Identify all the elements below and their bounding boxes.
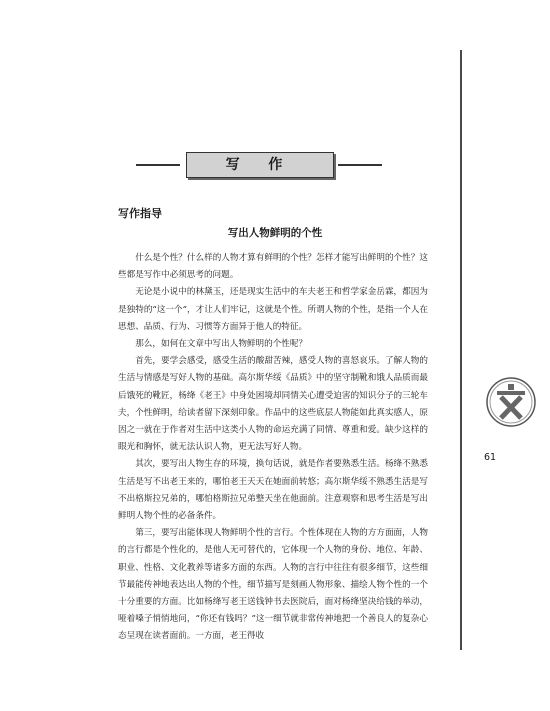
page-number: 61 [484, 452, 497, 463]
chapter-title: 写 作 [186, 152, 334, 178]
banner-rule-right [338, 164, 382, 166]
paragraph: 首先，要学会感受，感受生活的酸甜苦辣，感受人物的喜怒哀乐。了解人物的生活与情感是写好人物的基础。高尔斯华绥《品质》中的坚守制靴和饿人品质而最后饿死的靴匠，杨绛《老王》中身处困境却同情关心遭受迫害的知识分子的三轮车夫，个性鲜明，给读者留下深刻印象。作品中的这些底层人物能如此真实感人，原因之一就在于作者对生活中这类小人物的命运充满了同情、尊重和爱。缺少这样的眼光和胸怀，就无法认识人物，更无法写好人物。 [118, 356, 428, 453]
paragraph: 什么是个性？什么样的人物才算有鲜明的个性？怎样才能写出鲜明的个性？这些都是写作中必须思考的问题。 [118, 253, 428, 281]
body-text [118, 250, 428, 646]
paragraph: 无论是小说中的林黛玉，还是现实生活中的车夫老王和哲学家金岳霖，都因为是独特的“这一个”，才让人们牢记，这就是个性。所谓人物的个性，是指一个人在思想、品质、行为、习惯等方面异于他人的特征。 [118, 287, 428, 332]
banner-rule-left [136, 164, 180, 166]
section-label: 写作指导 [118, 207, 162, 220]
paragraph: 那么，如何在文章中写出人物鲜明的个性呢？ [135, 339, 308, 350]
paragraph: 其次，要写出人物生存的环境，换句话说，就是作者要熟悉生活。杨绛不熟悉生活是写不出老王来的，哪怕老王天天在她面前转悠；高尔斯华绥不熟悉生活是写不出格斯拉兄弟的，哪怕格斯拉兄弟整天坐在他面前。注意观察和思考生活是写出鲜明人物个性的必备条件。 [118, 459, 428, 522]
wen-character-emblem-icon [485, 376, 537, 428]
margin-rule [460, 50, 462, 650]
article-title: 写出人物鲜明的个性 [227, 227, 323, 239]
paragraph: 第三，要写出能体现人物鲜明个性的言行。个性体现在人物的方方面面，人物的言行都是个性化的，是他人无可替代的，它体现一个人物的身份、地位、年龄、职业、性格、文化教养等诸多方面的东西。人物的言行中往往有很多细节，这些细节最能传神地表达出人物的个性，细节描写是刻画人物形象、描绘人物个性的一个十分重要的方面。比如杨绛写老王送钱钟书去医院后，面对杨绛坚决给钱的举动，哑着嗓子悄悄地问，“你还有钱吗？”这一细节就非常传神地把一个善良人的复杂心态呈现在读者面前。一方面，老王得收 [118, 528, 428, 642]
chapter-banner [136, 152, 382, 178]
